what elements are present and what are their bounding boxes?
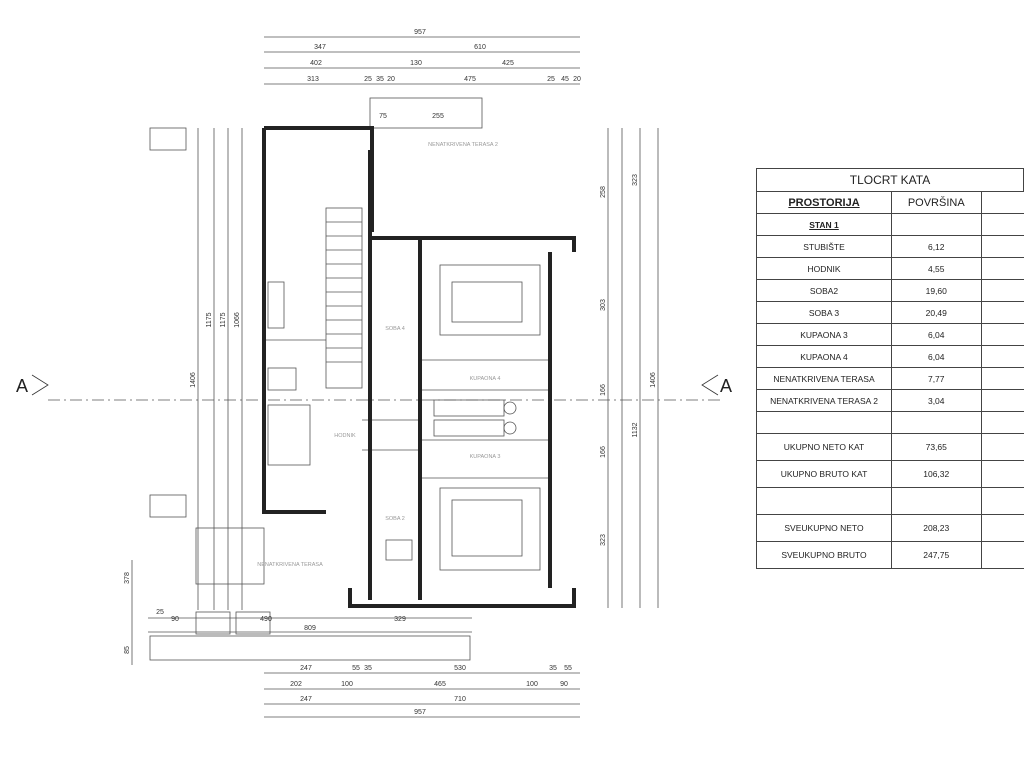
room-label: KUPAONA 3: [469, 454, 501, 460]
room-label: NENATKRIVENA TERASA 2: [428, 142, 498, 148]
dim-left: 378: [124, 572, 131, 584]
dim-bottom: 202: [290, 681, 302, 688]
dim-top: 25: [364, 76, 372, 83]
dim-top: 347: [314, 44, 326, 51]
dim-left: 90: [171, 616, 179, 623]
dim-top: 402: [310, 60, 322, 67]
dim-bottom: 247: [300, 696, 312, 703]
dim-right: 166: [600, 384, 607, 396]
area-table: [756, 168, 1024, 569]
table-row: NENATKRIVENA TERASA 2 3,04: [757, 390, 1024, 412]
dim-bottom: 100: [341, 681, 353, 688]
section-marker-right: A: [720, 376, 733, 396]
room-label: KUPAONA 4: [469, 376, 501, 382]
table-row-net-total: SVEUKUPNO NETO 208,23: [757, 515, 1024, 542]
dim-right: 323: [600, 534, 607, 546]
dim-right: 323: [632, 174, 639, 186]
dim-left: 1175: [206, 312, 213, 328]
dim-top: 20: [387, 76, 395, 83]
room-label: SOBA 2: [385, 516, 405, 522]
dim-bottom: 35: [549, 665, 557, 672]
dim-bottom: 100: [526, 681, 538, 688]
dim-right: 1406: [650, 372, 657, 388]
dim-bottom: 247: [300, 665, 312, 672]
dim-top: 25: [547, 76, 555, 83]
table-row: SOBA2 19,60: [757, 280, 1024, 302]
dim-top: 313: [307, 76, 319, 83]
dim-right: 303: [600, 299, 607, 311]
dim-top: 475: [464, 76, 476, 83]
dim-top: 255: [432, 113, 444, 120]
dim-top: 75: [379, 113, 387, 120]
dim-left: 1066: [234, 312, 241, 328]
dim-left: 809: [304, 625, 316, 632]
table-row-gross-floor: UKUPNO BRUTO KAT 106,32: [757, 461, 1024, 488]
table-row: STUBIŠTE 6,12: [757, 236, 1024, 258]
dim-top: 20: [573, 76, 581, 83]
table-row: NENATKRIVENA TERASA 7,77: [757, 368, 1024, 390]
dim-left: 85: [124, 646, 131, 654]
unit-label: STAN 1: [757, 214, 892, 236]
dim-top: 45: [561, 76, 569, 83]
dim-right: 166: [600, 446, 607, 458]
table-row-net-floor: UKUPNO NETO KAT 73,65: [757, 434, 1024, 461]
dim-bottom: 35: [364, 665, 372, 672]
table-row: SOBA 3 20,49: [757, 302, 1024, 324]
room-label: SOBA 4: [385, 326, 405, 332]
column-header-room: PROSTORIJA: [757, 192, 892, 214]
column-header-area: POVRŠINA: [892, 192, 982, 214]
dim-bottom: 55: [564, 665, 572, 672]
room-label: NENATKRIVENA TERASA: [257, 562, 323, 568]
table-row: KUPAONA 4 6,04: [757, 346, 1024, 368]
dim-bottom: 710: [454, 696, 466, 703]
dim-bottom: 55: [352, 665, 360, 672]
dim-top: 425: [502, 60, 514, 67]
dim-right: 258: [600, 186, 607, 198]
dim-bottom: 957: [414, 709, 426, 716]
dim-bottom: 90: [560, 681, 568, 688]
dim-left: 1406: [190, 372, 197, 388]
dim-left: 490: [260, 616, 272, 623]
table-row-gross-total: SVEUKUPNO BRUTO 247,75: [757, 542, 1024, 569]
dim-top: 35: [376, 76, 384, 83]
table-row: HODNIK 4,55: [757, 258, 1024, 280]
dim-top: 957: [414, 29, 426, 36]
dim-left: 329: [394, 616, 406, 623]
section-marker-left: A: [16, 376, 29, 396]
dim-right: 1132: [632, 422, 639, 438]
dim-left: 1175: [220, 312, 227, 328]
dim-bottom: 465: [434, 681, 446, 688]
table-row: KUPAONA 3 6,04: [757, 324, 1024, 346]
dim-left: 25: [156, 609, 164, 616]
table-title: TLOCRT KATA: [757, 169, 1024, 192]
room-label: HODNIK: [334, 433, 356, 439]
dim-bottom: 530: [454, 665, 466, 672]
dim-top: 130: [410, 60, 422, 67]
dim-top: 610: [474, 44, 486, 51]
